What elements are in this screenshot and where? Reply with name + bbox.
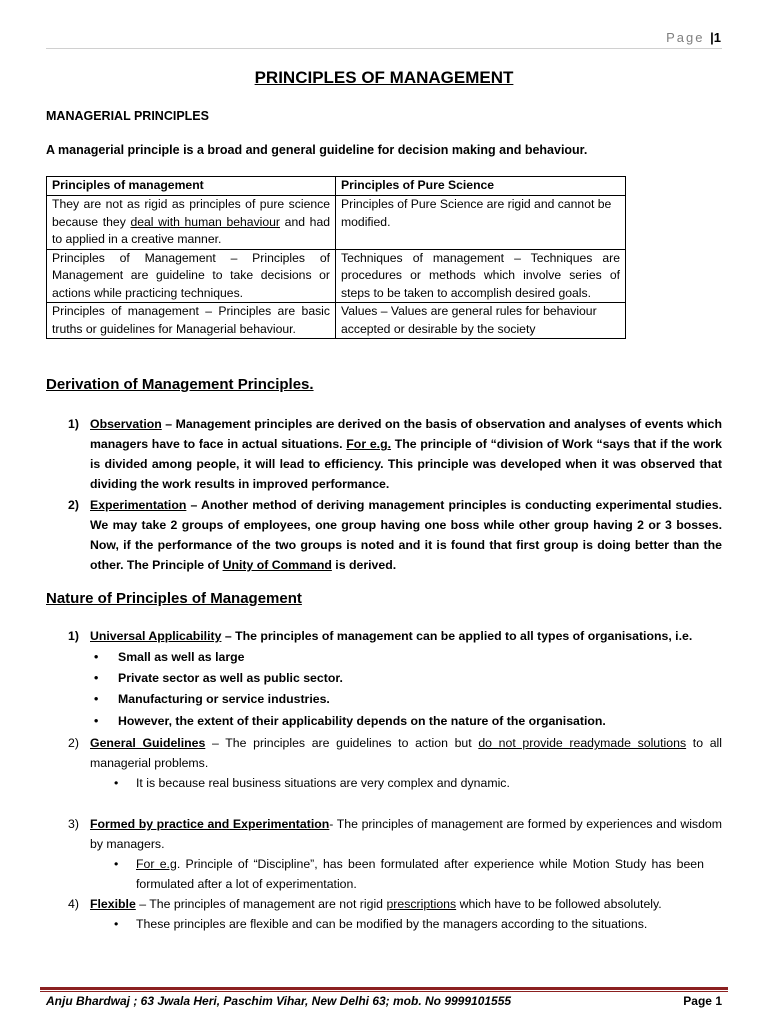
bullet-icon: • (114, 917, 119, 931)
list-item (68, 495, 722, 575)
section-subheading: MANAGERIAL PRINCIPLES (46, 109, 209, 123)
bullet-text: It is because real business situations are very complex and dynamic. (136, 776, 510, 790)
comparison-table (46, 176, 626, 339)
footer-rule (40, 987, 728, 990)
list-item (68, 894, 722, 914)
item-term: Flexible (90, 897, 136, 911)
table-row (47, 196, 626, 250)
footer-rule-thin (40, 991, 728, 992)
bullet-icon: • (94, 650, 99, 664)
cell-text: They are not as rigid as principles of pure science because they (52, 197, 330, 229)
example-label: For e.g (136, 857, 177, 871)
derivation-heading (46, 376, 314, 393)
bullet-item (114, 914, 704, 934)
nature-heading (46, 590, 302, 607)
bullet-item (94, 668, 343, 689)
item-number: 1) (68, 417, 79, 431)
item-text (90, 814, 722, 854)
page-title-text: PRINCIPLES OF MANAGEMENT (254, 68, 514, 87)
bullet-icon: • (94, 692, 99, 706)
table-row (47, 303, 626, 339)
item-text-part: is derived. (331, 558, 397, 572)
derivation-heading-text: Derivation of Management Principles. (46, 376, 314, 393)
item-text-part: – The principles of management can be applied to all types of organisations, i.e. (221, 629, 693, 643)
table-cell: Techniques of management – Techniques are procedures or methods which involve series of steps to be taken to accomplish desired goals. (336, 249, 626, 303)
item-number: 2) (68, 498, 79, 512)
cell-underlined-text: deal with human behaviour (130, 214, 280, 229)
bullet-icon: • (94, 714, 99, 728)
bullet-item (94, 647, 244, 668)
item-text-part: to all managerial problems. (90, 736, 723, 770)
item-text (90, 495, 722, 575)
bullet-icon: • (114, 776, 119, 790)
list-item (68, 414, 722, 494)
page-title (0, 68, 768, 88)
list-item (68, 733, 722, 773)
underlined-phrase: prescriptions (386, 897, 457, 911)
item-text-part: which have to be followed absolutely. (456, 897, 662, 911)
table-cell: Principles of management – Principles are basic truths or guidelines for Managerial behaviour. (47, 303, 336, 339)
bullet-item (94, 711, 606, 732)
bullet-text-part: . Principle of “Discipline”, has been formulated after experience while Motion Study has been formulated after a lot of experimentation. (136, 857, 704, 891)
list-item (68, 626, 722, 646)
footer-page: Page 1 (683, 994, 722, 1008)
bullet-item (94, 689, 330, 710)
item-term: Formed by practice and Experimentation (90, 817, 330, 831)
item-number: 4) (68, 897, 79, 911)
table-cell (47, 196, 336, 250)
item-term: General Guidelines (90, 736, 206, 750)
table-cell: Principles of Management – Principles of Management are guideline to take decisions or actions while practicing techniques. (47, 249, 336, 303)
table-header-row (47, 177, 626, 196)
unity-of-command-term: Unity of Command (222, 558, 332, 572)
page-header (666, 30, 721, 45)
item-text (90, 414, 722, 494)
table-header-cell: Principles of management (47, 177, 336, 196)
table-header-cell: Principles of Pure Science (336, 177, 626, 196)
intro-text: A managerial principle is a broad and general guideline for decision making and behaviour. (46, 143, 588, 157)
underlined-phrase: do not provide readymade solutions (478, 736, 687, 750)
item-term: Observation (90, 417, 162, 431)
item-term: Experimentation (90, 498, 187, 512)
table-cell: Principles of Pure Science are rigid and cannot be modified. (336, 196, 626, 250)
item-text-part: – Another method of deriving management principles is conducting experimental studies. We may take 2 groups of employees, one group having one boss while other group having 2 or 3 bosses. Now, if the performance of the two groups is noted and it is found that first group is doing better than the other. The Principle of (90, 498, 722, 572)
header-rule (46, 48, 722, 49)
item-number: 1) (68, 629, 79, 643)
bullet-item (114, 773, 704, 793)
bullet-text: However, the extent of their applicability depends on the nature of the organisation. (118, 714, 606, 728)
bullet-icon: • (94, 671, 99, 685)
item-text-part: - The principles of management are formed by experiences and wisdom by managers. (90, 817, 722, 851)
bullet-item (114, 854, 704, 894)
bullet-text: Private sector as well as public sector. (118, 671, 343, 685)
bullet-text (136, 854, 704, 894)
item-text (90, 894, 722, 914)
bullet-text: These principles are flexible and can be modified by the managers according to the situations. (136, 917, 648, 931)
footer-author: Anju Bhardwaj ; 63 Jwala Heri, Paschim Vihar, New Delhi 63; mob. No 9999101555 (46, 994, 512, 1008)
item-text-part: The principle of “division of Work “says that if the work is divided among people, it will lead to efficiency. This principle was developed when it was observed that dividing the work results in improved performance. (90, 437, 722, 491)
table-row (47, 249, 626, 303)
item-text (90, 733, 722, 773)
page-word: Page (666, 30, 705, 45)
item-number: 3) (68, 817, 79, 831)
example-label: For e.g. (346, 437, 392, 451)
item-text-part: – The principles of management are not rigid (135, 897, 387, 911)
bullet-icon: • (114, 857, 119, 871)
list-item (68, 814, 722, 854)
bullet-text: Small as well as large (118, 650, 245, 664)
table-cell: Values – Values are general rules for behaviour accepted or desirable by the society (336, 303, 626, 339)
item-term: Universal Applicability (90, 629, 222, 643)
item-text (90, 626, 722, 646)
page-number: 1 (713, 30, 721, 45)
nature-heading-text: Nature of Principles of Management (46, 590, 302, 607)
item-text-part: – The principles are guidelines to action but (205, 736, 479, 750)
page-separator: | (710, 30, 714, 45)
item-text-part: – Management principles are derived on the basis of observation and analyses of events which managers have to face in actual situations. (90, 417, 722, 451)
item-number: 2) (68, 736, 79, 750)
cell-text: and had to applied in a creative manner. (52, 214, 331, 246)
bullet-text: Manufacturing or service industries. (118, 692, 330, 706)
